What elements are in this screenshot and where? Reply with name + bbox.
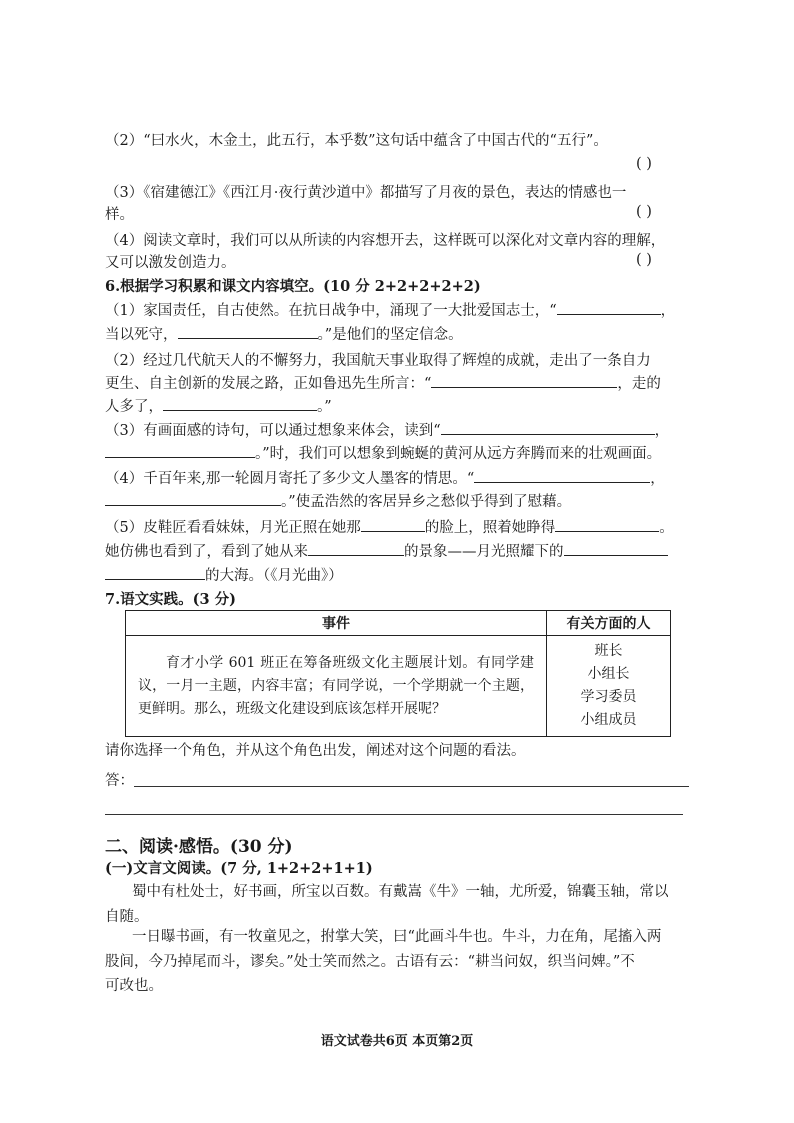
q5-item-2: （2）“曰水火，木金土，此五行，本乎数”这句话中蕴含了中国古代的“五行”。	[105, 133, 608, 149]
q7-answer-line-2[interactable]	[105, 814, 683, 815]
q6-item-2-line1: （2）经过几代航天人的不懈努力，我国航天事业取得了辉煌的成就，走出了一条自力	[105, 353, 651, 369]
q7-role: 小组长	[587, 666, 630, 682]
passage-p1-line1: 蜀中有杜处士，好书画，所宝以百数。有戴嵩《牛》一轴，尤所爱，锦囊玉轴，常以	[132, 884, 669, 900]
q6-blank-1b[interactable]	[178, 324, 318, 339]
q6-item-3-line1	[105, 420, 695, 442]
q6-item-5-line2	[105, 541, 695, 563]
q6-item-5b-mid: 的景象——月光照耀下的	[404, 544, 564, 560]
q5-item-3-line1: （3）《宿建德江》《西江月·夜行黄沙道中》都描写了月夜的景色，表达的情感也一	[105, 185, 627, 201]
q6-item-5-mid: 的脸上，照着她睁得	[424, 520, 556, 536]
q6-item-5-pre: （5）皮鞋匠看看妹妹，月光正照在她那	[105, 520, 361, 536]
q7-event-description: 育才小学 601 班正在筹备班级文化主题展计划。有同学建议，一月一主题，内容丰富；有同学说，一个学期就一个主题，更鲜明。那么，班级文化建设到底该怎样开展呢？	[126, 636, 547, 737]
q6-blank-4b[interactable]	[105, 491, 281, 506]
q7-roles-cell	[547, 636, 671, 737]
q7-role: 学习委员	[580, 689, 637, 705]
q7-answer-label: 答：	[105, 773, 134, 789]
passage-p2-line2: 股间，今乃掉尾而斗，谬矣。”处士笑而然之。古语有云：“耕当问奴，织当问婢。”不	[105, 954, 635, 970]
q6-item-1-post: 。”是他们的坚定信念。	[317, 327, 463, 343]
q6-blank-3b[interactable]	[105, 443, 255, 458]
q6-item-2-line2	[105, 373, 695, 395]
q5-item-4-line2: 又可以激发创造力。	[105, 255, 236, 271]
q7-answer-line-1[interactable]	[134, 786, 689, 787]
q7-prompt: 请你选择一个角色，并从这个角色出发，阐述对这个问题的看法。	[105, 743, 526, 759]
q6-blank-2b[interactable]	[163, 396, 317, 411]
q6-item-5-line1	[105, 517, 695, 539]
q6-item-3-line2	[105, 443, 695, 465]
passage-p1-line2: 自随。	[105, 909, 149, 925]
passage-p2-line1: 一日曝书画，有一牧童见之，拊掌大笑，曰“此画斗牛也。牛斗，力在角，尾搐入两	[132, 929, 662, 945]
q6-item-5c-post: 的大海。（《月光曲》）	[205, 568, 343, 584]
q6-item-2-post: ，走的	[617, 376, 661, 392]
q5-item-4-line1: （4）阅读文章时，我们可以从所读的内容想开去，这样既可以深化对文章内容的理解，	[105, 233, 666, 249]
q6-item-2-pre: 更生、自主创新的发展之路，正如鲁迅先生所言：“	[105, 376, 432, 392]
passage-p2-line3: 可改也。	[105, 978, 163, 994]
q6-item-1-pre: 当以死守，	[105, 327, 178, 343]
page-footer: 语文试卷共6页 本页第2页	[320, 1034, 474, 1049]
q6-item-4-text: （4）千百年来,那一轮圆月寄托了多少文人墨客的情思。“	[105, 471, 475, 487]
q6-title: 6.根据学习积累和课文内容填空。(10 分 2+2+2+2+2)	[105, 278, 481, 295]
q6-item-2c-post: 。”	[317, 399, 332, 415]
q6-blank-5b[interactable]	[555, 517, 659, 532]
q6-blank-1a[interactable]	[557, 300, 661, 315]
q5-item-2-paren[interactable]: ( )	[636, 156, 652, 172]
q6-item-4a-post: ，	[650, 471, 665, 487]
q6-blank-5c[interactable]	[308, 541, 404, 556]
part2-title: 二、阅读·感悟。(30 分)	[105, 837, 293, 857]
q6-item-1-text: （1）家国责任，自古使然。在抗日战争中，涌现了一大批爱国志士，“	[105, 303, 557, 319]
q5-item-3-paren[interactable]: ( )	[636, 204, 652, 220]
q6-blank-2a[interactable]	[431, 373, 617, 388]
q6-blank-5a[interactable]	[361, 517, 425, 532]
q7-col-event: 事件	[126, 611, 547, 636]
q6-item-5-post: 。	[659, 520, 674, 536]
q6-blank-3a[interactable]	[441, 420, 655, 435]
q6-item-4-line2	[105, 491, 695, 513]
q7-title: 7.语文实践。(3 分)	[105, 591, 236, 608]
q6-blank-5e[interactable]	[105, 565, 205, 580]
q6-item-3a-post: ，	[654, 423, 670, 439]
q6-item-1-line2	[105, 324, 695, 346]
q6-item-2-line3	[105, 396, 695, 418]
q7-event-table	[125, 610, 671, 737]
part2-sub1: (一)文言文阅读。(7 分, 1+2+2+1+1)	[105, 860, 373, 877]
q5-item-3-line2: 样。	[105, 207, 134, 223]
q6-item-5-line3	[105, 565, 695, 587]
q6-blank-4a[interactable]	[474, 468, 650, 483]
q6-item-1-line1: （1）家国责任，自古使然。在抗日战争中，涌现了一大批爱国志士，“ ，	[105, 300, 695, 322]
q6-item-3-text: （3）有画面感的诗句，可以通过想象来体会，读到“	[105, 423, 441, 439]
q7-role: 小组成员	[580, 712, 637, 728]
q7-role: 班长	[594, 643, 623, 659]
q7-col-people: 有关方面的人	[547, 611, 671, 636]
q6-item-2c-pre: 人多了，	[105, 399, 163, 415]
q6-item-3b-post: 。”时，我们可以想象到蜿蜒的黄河从远方奔腾而来的壮观画面。	[255, 446, 662, 462]
q5-item-4-paren[interactable]: ( )	[636, 252, 652, 268]
q6-item-5b-pre: 她仿佛也看到了，看到了她从来	[105, 544, 308, 560]
q6-item-4-line1	[105, 468, 695, 490]
q6-blank-5d[interactable]	[564, 541, 668, 556]
q6-item-4b-post: 。”使孟浩然的客居异乡之愁似乎得到了慰藉。	[281, 494, 572, 510]
